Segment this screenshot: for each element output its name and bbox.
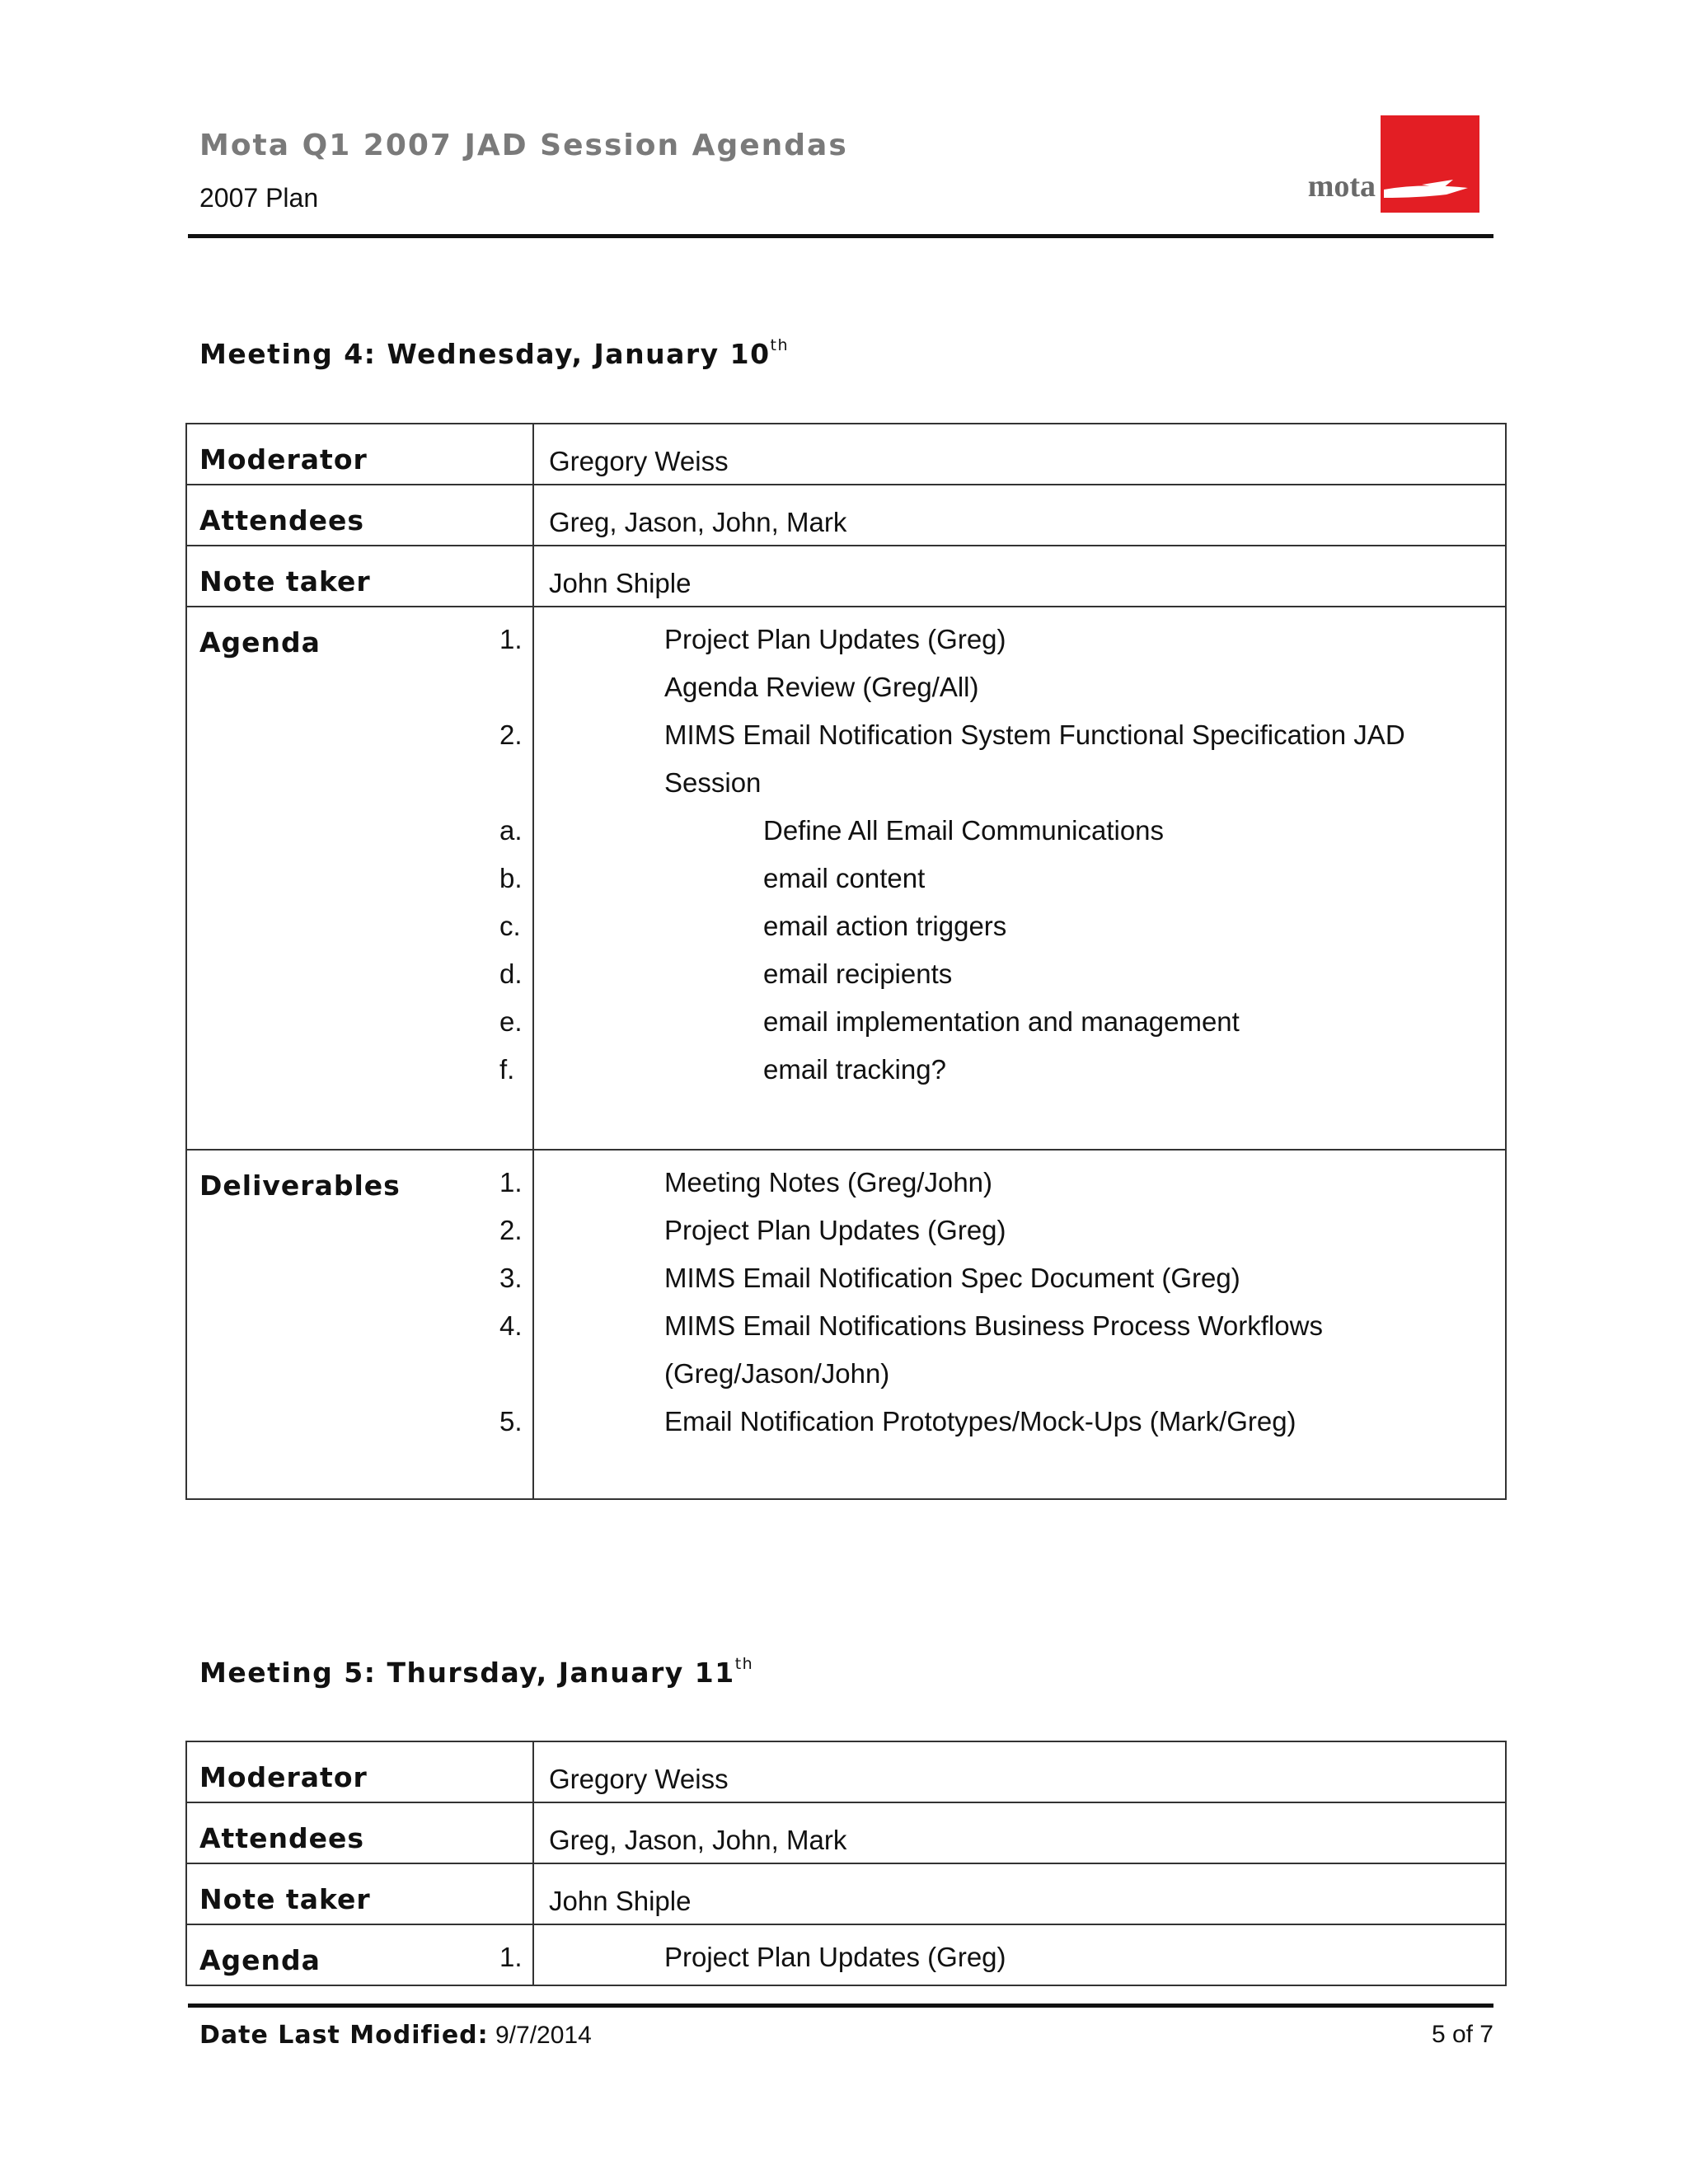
deliverables-cell [499,1150,1506,1499]
notetaker-label: Note taker [186,1863,533,1924]
deliverables-label: Deliverables [186,1150,533,1499]
list-item: 1. Project Plan Updates (Greg) [499,624,1006,654]
list-item: 2. MIMS Email Notification System Functional Specification JAD [499,719,1405,750]
list-item: 2. Project Plan Updates (Greg) [499,1215,1006,1245]
list-item: f. email tracking? [499,1054,946,1085]
attendees-label: Attendees [186,1802,533,1863]
list-item: a. Define All Email Communications [499,815,1165,846]
notetaker-value: John Shiple [533,546,1506,607]
list-item: Session [664,767,762,798]
agenda-label: Agenda [186,607,533,1150]
list-item: e. email implementation and management [499,1006,1240,1037]
header-rule [188,234,1493,238]
date-last-modified [199,2021,592,2050]
document-title: Mota Q1 2007 JAD Session Agendas [199,129,848,162]
footer-rule [188,2004,1493,2008]
list-item: (Greg/Jason/John) [664,1358,890,1389]
table-row [186,485,1506,546]
table-row [186,424,1506,485]
meeting-4-heading: Meeting 4: Wednesday, January 10th [199,336,790,370]
moderator-label: Moderator [186,424,533,485]
document-subtitle: 2007 Plan [199,183,319,213]
meeting-5-table [185,1741,1507,1986]
table-row [186,1802,1506,1863]
list-item: 1. Project Plan Updates (Greg) [499,1942,1006,1972]
attendees-value: Greg, Jason, John, Mark [533,1802,1506,1863]
table-row [186,1863,1506,1924]
agenda-list [499,616,1505,1094]
list-item: b. email content [499,863,926,893]
agenda-cell [499,1924,1506,1985]
mota-logo [1282,115,1479,218]
logo-wordmark: mota [1307,169,1376,204]
table-row [186,607,1506,1150]
agenda-list [499,1933,1505,1981]
table-row [186,1150,1506,1499]
list-item: 1. Meeting Notes (Greg/John) [499,1167,993,1197]
table-row [186,1924,1506,1985]
agenda-cell [499,607,1506,1150]
list-item: 5. Email Notification Prototypes/Mock-Ups (Mark/Greg) [499,1406,1296,1436]
attendees-value: Greg, Jason, John, Mark [533,485,1506,546]
deliverables-list [499,1159,1505,1446]
notetaker-label: Note taker [186,546,533,607]
date-last-modified-label: Date Last Modified: [199,2021,489,2050]
list-item: c. email action triggers [499,911,1007,941]
moderator-label: Moderator [186,1741,533,1802]
list-item: d. email recipients [499,958,953,989]
moderator-value: Gregory Weiss [533,424,1506,485]
date-last-modified-value: 9/7/2014 [495,2022,592,2049]
list-item: 4. MIMS Email Notifications Business Process Workflows [499,1310,1323,1341]
table-row [186,546,1506,607]
meeting-4-table [185,423,1507,1500]
table-row [186,1741,1506,1802]
page-number: 5 of 7 [1431,2021,1493,2048]
list-item: 3. MIMS Email Notification Spec Document (Greg) [499,1263,1240,1293]
agenda-label: Agenda [186,1924,533,1985]
moderator-value: Gregory Weiss [533,1741,1506,1802]
notetaker-value: John Shiple [533,1863,1506,1924]
attendees-label: Attendees [186,485,533,546]
list-item: Agenda Review (Greg/All) [664,672,979,702]
meeting-5-heading: Meeting 5: Thursday, January 11th [199,1655,754,1689]
